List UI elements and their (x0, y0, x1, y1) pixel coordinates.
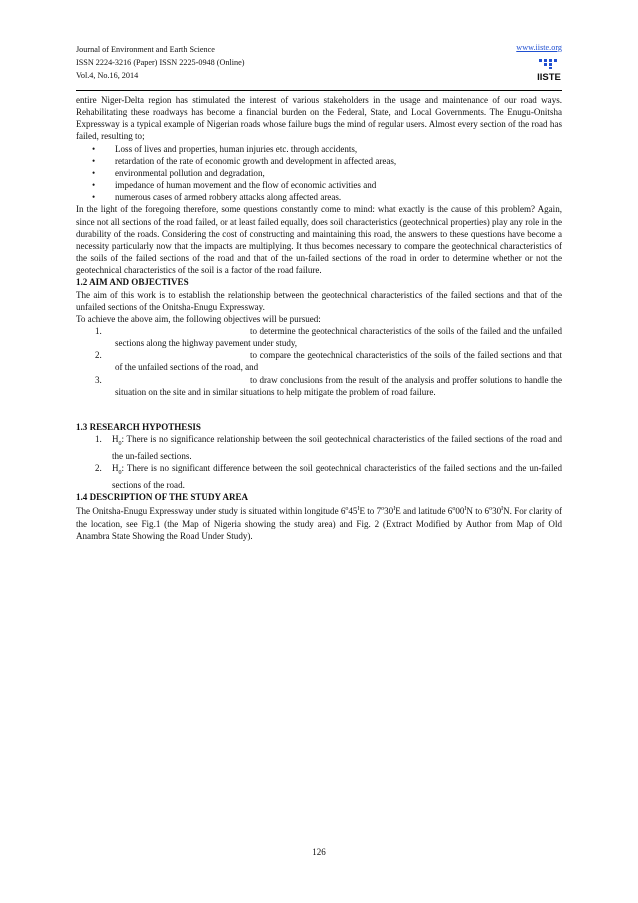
hypothesis-item: 2. $H_0$: There is no significant difference between the soil geotechnical characteristics of the failed sections and the un-failed sections of the road. (95, 463, 562, 491)
intro-paragraph: entire Niger-Delta region has stimulated the interest of various stakeholders in the usage and maintenance of our road ways. Rehabilitating these roadways has become a financial burden on the Federal, State, and Local Governments. The Enugu-Onitsha Expressway is a typical example of Nigerian roads whose failure bugs the mind of regular users. Almost every section of the road has failed, resulting to; (76, 95, 562, 142)
list-item: • retardation of the rate of economic growth and development in affected areas, (92, 155, 397, 166)
bullet-icon: • (92, 143, 96, 154)
objective-item: 2. to compare the geotechnical characteristics of the soils of the failed sections and that of the unfailed sections of the road, and (95, 350, 562, 373)
volume-line: Vol.4, No.16, 2014 (76, 71, 139, 80)
bullet-icon: • (92, 167, 96, 178)
aim-paragraph: The aim of this work is to establish the relationship between the geotechnical characteristics of the failed sections and that of the unfailed sections of the Onitsha-Enugu Expressway. (76, 289, 562, 312)
issn-line: ISSN 2224-3216 (Paper) ISSN 2225-0948 (Online) (76, 58, 245, 67)
list-item: • Loss of lives and properties, human injuries etc. through accidents, (92, 143, 358, 154)
hypothesis-item: 1. $H_0$: There is no significance relationship between the soil geotechnical characteristics of the failed sections of the road and the un-failed sections. (95, 434, 562, 462)
section-heading-study-area: 1.4 DESCRIPTION OF THE STUDY AREA (76, 492, 249, 503)
list-item: • environmental pollution and degradation, (92, 167, 265, 178)
list-item: • impedance of human movement and the flow of economic activities and (92, 180, 377, 191)
page-header (76, 43, 562, 85)
iiste-logo (536, 58, 562, 82)
objective-item: 3. to draw conclusions from the result of the analysis and proffer solutions to handle the situation on the site and in similar situations to help mitigate the problem of road failure. (95, 374, 562, 397)
consequence-list (76, 143, 562, 204)
list-item: • numerous cases of armed robbery attacks along affected areas. (92, 192, 342, 203)
objectives-lead: To achieve the above aim, the following objectives will be pursued: (76, 313, 321, 324)
section-heading-aim: 1.2 AIM AND OBJECTIVES (76, 277, 189, 288)
problem-paragraph: In the light of the foregoing therefore, some questions constantly come to mind: what exactly is the cause of this problem? Again, since not all sections of the road failed, or at least failed equally, does soil characteristics (geotechnical properties) play any role in the durability of the roads. Considering the cost of constructing and maintaining this road, the answers to these questions have become a necessity particularly now that the impacts are multiplying. It thus becomes necessary to compare the geotechnical characteristics of the soils of the failed sections of the road and that of the un-failed sections of the road in order to determine whether or not the geotechnical characteristics of the soil is a factor of the road failure. (76, 204, 562, 276)
objective-item: 1. to determine the geotechnical characteristics of the soils of the failed and the unfailed sections along the highway pavement under study, (95, 325, 562, 349)
page-number: 126 (312, 847, 326, 857)
journal-url-link[interactable]: www.iiste.org (516, 43, 562, 52)
journal-name: Journal of Environment and Earth Science (76, 45, 215, 54)
bullet-icon: • (92, 155, 96, 166)
bullet-icon: • (92, 192, 96, 203)
study-area-paragraph: The Onitsha-Enugu Expressway under study is situated within longitude $6^o45^IE$ to $7^o30^IE$ and latitude $6^o00^IN$ to $6^o30^IN$. For clarity of the location, see Fig.1 (the Map of Nigeria showing the study area) and Fig. 2 (Extract Modified by Author from Map of Old Anambra State Showing the Road Under Study). (76, 506, 562, 541)
bullet-icon: • (92, 180, 96, 191)
header-rule (76, 90, 562, 91)
article-body (76, 94, 562, 542)
section-heading-hypothesis: 1.3 RESEARCH HYPOTHESIS (76, 421, 201, 432)
logo-text: IISTE (537, 72, 561, 82)
